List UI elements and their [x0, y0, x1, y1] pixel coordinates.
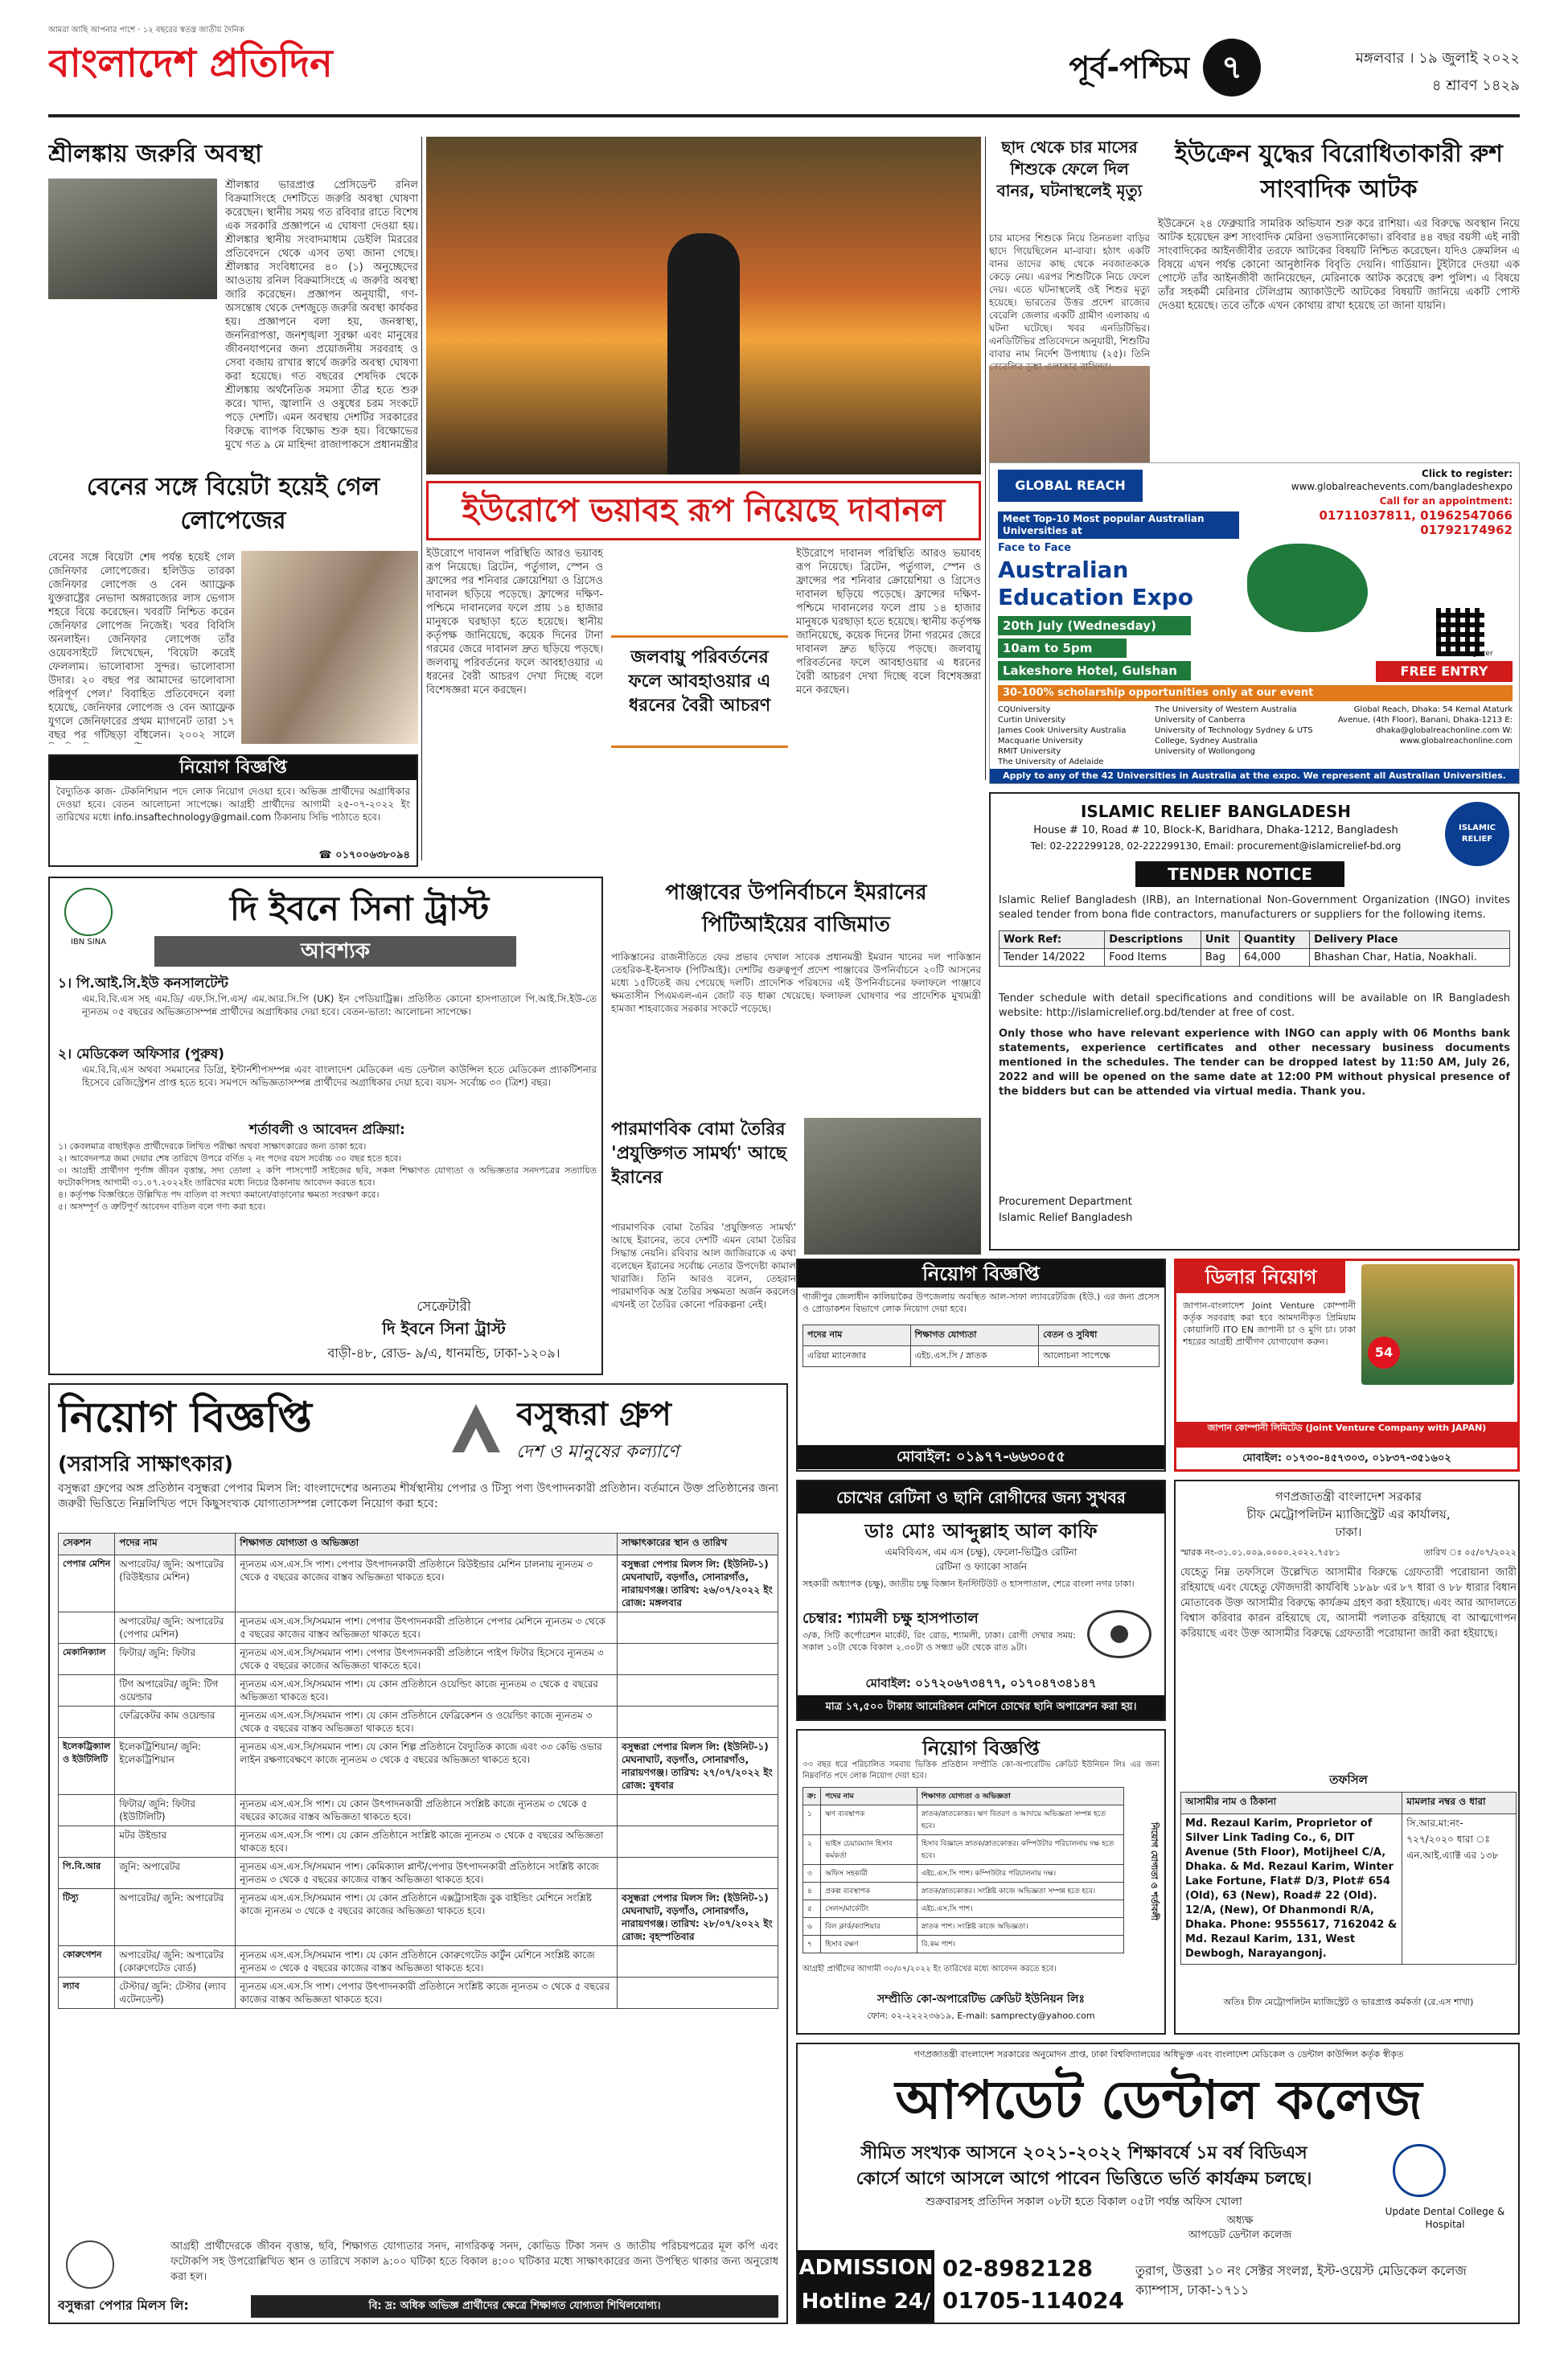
globalreach-url[interactable]: www.globalreachevents.com/bangladeshexpo: [1291, 481, 1513, 492]
dental-sign2: আপডেট ডেন্টাল কলেজ: [1188, 2229, 1292, 2241]
bashundhara-cell-venue: [618, 1707, 778, 1738]
coop-job-ad: [796, 1729, 1166, 2035]
bashundhara-col: শিক্ষাগত যোগ্যতা ও অভিজ্ঞতা: [236, 1534, 618, 1555]
dental-phone1: 02-8982128: [942, 2255, 1093, 2282]
ir-addr: House # 10, Road # 10, Block-K, Baridhara, Dhaka-1212, Bangladesh: [1033, 824, 1398, 836]
ir-sign1: Procurement Department: [999, 1196, 1132, 1208]
bashundhara-col: সেকশন: [59, 1534, 115, 1555]
monkey-photo: [989, 366, 1150, 462]
court-ref: স্মারক নং-৩১.০১.০০৯.০০০০.২০২২.৭৫৮১: [1180, 1547, 1340, 1558]
bashundhara-cell-section: ল্যাব: [59, 1978, 115, 2009]
court-col: মামলার নম্বর ও ধারা: [1402, 1793, 1517, 1814]
bashundhara-intro: বসুন্ধরা গ্রুপের অঙ্গ প্রতিষ্ঠান বসুন্ধরা পেপার মিলস লি: বাংলাদেশের অন্যতম শীর্ষস্থানীয় পেপার ও টিস্যু পণ্য উৎপাদনকারী প্রতিষ্ঠান। বর্তমানে উক্ত প্রতিষ্ঠানের জন্য জরুরী ভিত্তিতে নিম্নলিখিত পদে কিছুসংখ্যক যোগ্যতাসম্পন্ন লোকেল নিয়োগ করা হবে:: [58, 1482, 778, 1510]
dealer-company: জাপান কোম্পানী লিমিটেড (Joint Venture Company with JAPAN): [1176, 1422, 1517, 1448]
dealer-ad: [1174, 1259, 1520, 1472]
coop-cell: হিসাব বিজ্ঞানে স্নাতক/স্নাতকোত্তর। কম্পিউটার পরিচালনায় দক্ষ হতে হবে।: [917, 1835, 1123, 1865]
dental-logo-name: Update Dental College & Hospital: [1385, 2206, 1505, 2230]
coop-cell: স্নাতক/স্নাতকোত্তর। ঋণ বিতরণ ও আদায়ে অভিজ্ঞতা সম্পন্ন হতে হবে।: [917, 1805, 1123, 1835]
bashundhara-cell-venue: [618, 1858, 778, 1889]
pti-body: পাকিস্তানের রাজনীতিতে ফের প্রভাব দেখাল সাবেক প্রধানমন্ত্রী ইমরান খানের দল পাকিস্তান তেহরিক-ই-ইনসাফ (পিটিআই)। দেশটির গুরুত্বপূর্ণ প্রদেশ পাঞ্জাবের উপনির্বাচনে ২০টি আসনের মধ্যে ১৫টিতেই জয় পেয়েছে দলটি। প্রাদেশিক পরিষদের এই উপনির্বাচনের ফলাফলে পাঞ্জাবে ক্ষমতাসীন পিএমএল-এন জোট বড় ধাক্কা খেয়েছে। ফলাফল ঘোষণার পর প্রাদেশিক মুখ্যমন্ত্রী হামজা শাহবাজের সরকার সংকটে পড়েছে।: [611, 951, 981, 1014]
bashundhara-cell-venue: [618, 1946, 778, 1978]
ibnsina-term: ৩। আগ্রহী প্রার্থীগণ পূর্ণাঙ্গ জীবন বৃত্তান্ত, সদ্য তোলা ২ কপি পাসপোর্ট সাইজের ছবি, সকল শিক্ষাগত যোগ্যতা ও অভিজ্ঞতার সনদপত্রের সত্যায়িত ফটোকপিসহ আগামী ৩১.০৭.২০২২ইং তারিখের মধ্যে নিচের ঠিকানায় আবেদন করতে হবে।: [58, 1165, 597, 1188]
coop-cell: স্নাতক পাশ। সংশ্লিষ্ট কাজে অভিজ্ঞতা।: [917, 1918, 1123, 1936]
dental-line3: শুক্রবারসহ প্রতিদিন সকাল ০৮টা হতে বিকাল ০৫টা পর্যন্ত অফিস খোলা: [926, 2195, 1242, 2208]
doctor-phone: মোবাইল: ০১৭২০৬৭৩৪৭৭, ০১৭০৪৭৩৪১৪৭: [865, 1676, 1097, 1690]
bashundhara-cell-post: ফিটার/ জুনি: ফিটার (ইউটিলিটি): [115, 1795, 236, 1826]
dealer-title-box: [1176, 1261, 1345, 1293]
lab-cell: এইচ.এস.সি / স্নাতক: [910, 1346, 1039, 1367]
globalreach-expo: Australian Education Expo: [998, 557, 1193, 610]
page-number-text: ৭: [1221, 49, 1242, 86]
ibnsina-ad: [48, 877, 603, 1375]
court-date: তারিখ ঃ ০৫/০৭/২০২২: [1423, 1547, 1517, 1558]
coop-intro: ৩৩ বছর ধরে পরিচালিত সমবায় ভিত্তিক প্রতিষ্ঠান সম্প্রীতি কো-অপারেটিভ ক্রেডিট ইউনিয়ন লিঃ এর জন্য নিম্নবর্ণিত পদে লোক নিয়োগ দেয়া হবে।: [802, 1760, 1160, 1780]
bashundhara-cell-venue: [618, 1795, 778, 1826]
ir-intro: Islamic Relief Bangladesh (IRB), an International Non-Government Organization (INGO) invites sealed tender from bona fide contractors, manufacturers or suppliers for the following items.: [999, 894, 1510, 921]
lab-cell: এরিয়া ম্যানেজার: [803, 1346, 911, 1367]
lab-cell: আলোচনা সাপেক্ষে: [1039, 1346, 1160, 1367]
table-row: [803, 1805, 1124, 1835]
masthead: [48, 24, 1520, 113]
srilanka-article: [48, 137, 418, 458]
globalreach-time: 10am to 5pm: [998, 639, 1127, 658]
wildfire-pullquote: [611, 635, 788, 748]
ir-col: Work Ref:: [999, 931, 1105, 949]
coop-cell: ৬: [803, 1918, 821, 1936]
coop-cell: ঋণ ব্যবস্থাপক: [821, 1805, 917, 1835]
bashundhara-cell-req: ন্যূনতম এস.এস.সি/সমমান পাশ। কেমিক্যাল প্লান্ট/পেপার উৎপাদনকারী প্রতিষ্ঠানে সংশ্লিষ্ট কাজে ন্যূনতম ৩ থেকে ৫ বছরের কাজের বাস্তব অভিজ্ঞতা থাকতে হবে।: [236, 1858, 618, 1889]
wildfire-body-col1: ইউরোপে দাবানল পরিস্থিতি আরও ভয়াবহ রূপ নিয়েছে। ব্রিটেন, পর্তুগাল, স্পেন ও ফ্রান্সের পর শনিবার ক্রোয়েশিয়া ও গ্রিসেও দাবানল ছড়িয়ে পড়েছে। ফ্রান্সের দক্ষিণ-পশ্চিমে দাবানলের ফলে প্রায় ১৪ হাজার মানুষকে ঘরছাড়া হতে হয়েছে। স্থানীয় কর্তৃপক্ষ জানিয়েছে, কয়েক দিনের টানা গরমের জেরে দাবানল দ্রুত ছড়িয়ে পড়ছে। জলবায়ু পরিবর্তনের ফলে আবহাওয়ার এ ধরনের বৈরী আচরণ দেখা দিচ্ছে বলে বিশেষজ্ঞরা মনে করছেন।: [426, 548, 603, 696]
bashundhara-title: নিয়োগ বিজ্ঞপ্তি: [58, 1394, 312, 1442]
uni-item: RMIT University: [998, 747, 1061, 756]
uni-item: The University of Adelaide: [998, 758, 1104, 766]
dental-line2: কোর্সে আগে আসলে আগে পাবেন ভিত্তিতে ভর্তি কার্যক্রম চলছে।: [856, 2169, 1312, 2189]
section-title: পূর্ব-পশ্চিম: [1069, 50, 1190, 85]
globalreach-date: 20th July (Wednesday): [998, 616, 1191, 635]
globalreach-phones: 01711037811, 01962547066: [1319, 508, 1513, 523]
coop-cell: ৩: [803, 1865, 821, 1883]
masthead-tagline: আমরা আছি আপনার পাশে · ১২ বছরের স্বতন্ত্র জাতীয় দৈনিক: [48, 26, 244, 35]
bashundhara-cell-venue: [618, 1612, 778, 1644]
ir-col: Delivery Place: [1310, 931, 1510, 949]
uni-item: The University of Western Australia: [1155, 705, 1297, 714]
dealer-phone: মোবাইল: ০১৭৩০-৪৫৭৩০৩, ০১৮৩৭-৩৫১৬০২: [1242, 1452, 1451, 1464]
jlo-headline: বেনের সঙ্গে বিয়েটা হয়েই গেল লোপেজের: [86, 473, 380, 535]
bashundhara-cell-post: অপারেটর/ জুনি: অপারেটর (কোরুগেটেড বোর্ড): [115, 1946, 236, 1978]
wildfire-pullquote-text: জলবায়ু পরিবর্তনের ফলে আবহাওয়ার এ ধরনের বৈরী আচরণ: [628, 647, 771, 716]
bashundhara-cell-section: কোরুগেশন: [59, 1946, 115, 1978]
column-rule: [985, 137, 986, 780]
uni-item: Macquarie University: [998, 737, 1083, 745]
qr-code[interactable]: [1436, 608, 1484, 656]
bashundhara-cell-req: ন্যূনতম এস.এস.সি পাশ। যে কোন উৎপাদনকারী প্রতিষ্ঠানে সংশ্লিষ্ট কাজে ন্যূনতম ৩ থেকে ৫ বছরের কাজের বাস্তব অভিজ্ঞতা থাকতে হবে।: [236, 1795, 618, 1826]
table-row: [59, 1612, 778, 1644]
bashundhara-cell-req: ন্যূনতম এস.এস.সি পাশ। পেপার উৎপাদনকারী প্রতিষ্ঠানে রিউইন্ডার মেশিন চালনায় ন্যূনতম ৩ থেকে ৫ বছরের কাজের বাস্তব অভিজ্ঞতা থাকতে হবে।: [236, 1555, 618, 1612]
uni-item: CQUniversity: [998, 705, 1051, 714]
globalreach-venue: Lakeshore Hotel, Gulshan: [998, 661, 1191, 680]
ukraine-article: [1158, 137, 1520, 458]
wildfire-body-col2: ইউরোপে দাবানল পরিস্থিতি আরও ভয়াবহ রূপ নিয়েছে। ব্রিটেন, পর্তুগাল, স্পেন ও ফ্রান্সের পর শনিবার ক্রোয়েশিয়া ও গ্রিসেও দাবানল ছড়িয়ে পড়েছে। ফ্রান্সের দক্ষিণ-পশ্চিমে দাবানলের ফলে প্রায় ১৪ হাজার মানুষকে ঘরছাড়া হতে হয়েছে। স্থানীয় কর্তৃপক্ষ জানিয়েছে, কয়েক দিনের টানা গরমের জেরে দাবানল দ্রুত ছড়িয়ে পড়ছে। জলবায়ু পরিবর্তনের ফলে আবহাওয়ার এ ধরনের বৈরী আচরণ দেখা দিচ্ছে বলে বিশেষজ্ঞরা মনে করছেন।: [796, 548, 981, 696]
bashundhara-cell-post: মটর উইন্ডার: [115, 1826, 236, 1858]
ibnsina-terms-title: শর্তাবলী ও আবেদন প্রক্রিয়া:: [249, 1122, 405, 1138]
ibnsina-term: ৪। কর্তৃপক্ষ বিজ্ঞপ্তিতে উল্লিখিত পদ বাতিল বা সংখ্যা কমানো/বাড়ানোর ক্ষমতা সংরক্ষণ করে।: [58, 1189, 380, 1200]
bashundhara-rows: [59, 1555, 778, 2009]
globalreach-logo: [998, 470, 1143, 502]
srilanka-headline: শ্রীলঙ্কায় জরুরি অবস্থা: [48, 140, 262, 168]
monkey-headline: ছাদ থেকে চার মাসের শিশুকে ফেলে দিল বানর, ঘটনাস্থলেই মৃত্যু: [996, 138, 1143, 200]
coop-col: ক্র:: [803, 1788, 821, 1805]
table-row: [1181, 1814, 1517, 1965]
globalreach-click: Click to register:: [1422, 468, 1513, 479]
ir-tel: Tel: 02-222299128, 02-222299130, Email: procurement@islamicrelief-bd.org: [1030, 840, 1402, 852]
ir-p1: Tender schedule with detail specifications and conditions will be available on IR Bangladesh website: http://islamicrelief.org.bd/tender at free of cost.: [999, 992, 1510, 1019]
pti-headline: পাঞ্জাবের উপনির্বাচনে ইমরানের পিটিআইয়ের বাজিমাত: [665, 881, 927, 937]
doctor-banner: চোখের রেটিনা ও ছানি রোগীদের জন্য সুখবর: [798, 1481, 1164, 1514]
ir-cell: Bag: [1201, 949, 1239, 967]
bashundhara-cell-post: টেস্টার/ জুনি: টেস্টার (ল্যাব এটেনডেন্ট): [115, 1978, 236, 2009]
table-row: [59, 1978, 778, 2009]
bashundhara-cell-section: [59, 1612, 115, 1644]
bashundhara-logo-svg: [444, 1396, 508, 1460]
lab-job-ad: [796, 1259, 1166, 1472]
ir-p2: Only those who have relevant experience with INGO can apply with 06 Months bank statements, experience certificates and other necessary business documents mentioned in the schedules. The tender can be dropped latest by 11:50 AM, July 26, 2022 and will be opened on the same date at 12:00 PM without physical presence of the bidders but can be attended via virtual media. Thank you.: [999, 1028, 1510, 1098]
jlo-photo: [241, 551, 418, 744]
lab-col: বেতন ও সুবিধা: [1039, 1325, 1160, 1346]
pti-article: [611, 877, 981, 1110]
table-row: [59, 1889, 778, 1946]
ir-col: Descriptions: [1105, 931, 1201, 949]
bashundhara-cell-post: ইলেকট্রিশিয়ান/ জুনি: ইলেকট্রিশিয়ান: [115, 1738, 236, 1795]
coop-cell: ৫: [803, 1900, 821, 1918]
bashundhara-cell-req: ন্যূনতম এস.এস.সি/সমমান পাশ। যে কোন প্রতিষ্ঠানে ওয়েল্ডিং কাজে ন্যূনতম ৩ থেকে ৫ বছরের অভিজ্ঞতা থাকতে হবে।: [236, 1675, 618, 1707]
bashundhara-note: বি: দ্র: অধিক অভিজ্ঞ প্রার্থীদের ক্ষেত্রে শিক্ষাগত যোগ্যতা শিথিলযোগ্য।: [251, 2295, 778, 2318]
table-row: [59, 1858, 778, 1889]
court-head2: চীফ মেট্রোপলিটন ম্যাজিস্ট্রেট এর কার্যালয়,: [1246, 1507, 1451, 1522]
uni-item: University of Canberra: [1155, 716, 1246, 725]
globalreach-logo-text: GLOBAL REACH: [1015, 478, 1126, 493]
bashundhara-col: সাক্ষাৎকারের স্থান ও তারিখ: [618, 1534, 778, 1555]
bashundhara-cell-venue: বসুন্ধরা পেপার মিলস লি: (ইউনিট-১) মেঘনাঘাট, বড়গাঁও, সোনারগাঁও, নারায়ণগঞ্জ। তারিখ: ২৬/০৭/২০২২ ইং রোজ: মঙ্গলবার: [618, 1555, 778, 1612]
court-table-head: তফসিল: [1329, 1772, 1368, 1787]
ibnsina-terms: [58, 1140, 597, 1290]
bashundhara-cell-section: ইলেকট্রিক্যাল ও ইউটিলিটি: [59, 1738, 115, 1795]
dental-address: তুরাগ, উত্তরা ১০ নং সেক্টর সংলগ্ন, ইস্ট-ওয়েস্ট মেডিকেল কলেজ ক্যাম্পাস, ঢাকা-১৭১১: [1135, 2263, 1467, 2298]
globalreach-call: Call for an appointment:: [1379, 495, 1513, 507]
table-row: [59, 1644, 778, 1675]
bashundhara-logo-icon: [444, 1396, 508, 1460]
doctor-name: ডাঃ মোঃ আব্দুল্লাহ আল কাফি: [864, 1520, 1098, 1542]
australia-map: [1247, 544, 1368, 632]
bashundhara-cell-section: [59, 1826, 115, 1858]
bashundhara-subtitle: (সরাসরি সাক্ষাৎকার): [58, 1452, 233, 1477]
dental-admission-box: [798, 2250, 934, 2323]
bashundhara-cell-req: ন্যূনতম এস.এস.সি/সমমান পাশ। যে কোন প্রতিষ্ঠানে কোরুগেটেড কার্টুন মেশিনে সংশ্লিষ্ট কাজে ন্যূনতম ৩ থেকে ৫ বছরের কাজের বাস্তব অভিজ্ঞতা থাকতে হবে।: [236, 1946, 618, 1978]
page-number: [1203, 39, 1261, 97]
bashundhara-cell-section: [59, 1795, 115, 1826]
bashundhara-ad: [48, 1383, 788, 2324]
monkey-body: চার মাসের শিশুকে নিয়ে তিনতলা বাড়ির ছাদে গিয়েছিলেন মা-বাবা। হঠাৎ একটি বানর তাদের কাছ থেকে নবজাতককে কেড়ে নেয়। এরপর শিশুটিকে নিচে ফেলে দেয়। এতে ঘটনাস্থলেই ওই শিশুর মৃত্যু হয়েছে। ভারতের উত্তর প্রদেশ রাজ্যের বেরেলি জেলার একটি গ্রামীণ এলাকায় এ ঘটনা ঘটেছে। খবর এনডিটিভির। এনডিটিভির প্রতিবেদনে অনুযায়ী, শিশুটির বাবার নাম নির্দেশ উপাধ্যায় (২৫)। তিনি: [989, 232, 1150, 359]
bashundhara-cell-req: ন্যূনতম এস.এস.সি পাশ। পেপার উৎপাদনকারী প্রতিষ্ঠানে সংশ্লিষ্ট কাজে ন্যূনতম ৩ থেকে ৫ বছরের কাজের বাস্তব অভিজ্ঞতা থাকতে হবে।: [236, 1978, 618, 2009]
newspaper-logo: বাংলাদেশ প্রতিদিন: [48, 41, 333, 86]
ir-org: ISLAMIC RELIEF BANGLADESH: [1080, 802, 1352, 821]
table-row: [59, 1707, 778, 1738]
bashundhara-cell-post: ফেব্রিকেটর কাম ওয়েল্ডার: [115, 1707, 236, 1738]
dental-college-ad: [796, 2043, 1520, 2324]
coop-title: নিয়োগ বিজ্ঞপ্তি: [922, 1737, 1040, 1758]
dental-line1: সীমিত সংখ্যক আসনে ২০২১-২০২২ শিক্ষাবর্ষে ১ম বর্ষ বিডিএস: [860, 2143, 1307, 2163]
lab-ad-title: নিয়োগ বিজ্ঞপ্তি: [798, 1260, 1164, 1288]
ir-table: [999, 930, 1510, 967]
bashundhara-cell-req: ন্যূনতম এস.এস.সি/সমমান পাশ। যে কোন প্রতিষ্ঠানে এক্সট্রাসাইজ বুক বাইন্ডিং মেশিনে সংশ্লিষ্ট কাজে ন্যূনতম ৩ থেকে ৫ বছরের কাজের অভিজ্ঞতা থাকতে হবে।: [236, 1889, 618, 1946]
coop-cell: বিল ক্লার্ক/ক্যাশিয়ার: [821, 1918, 917, 1936]
uni-item: University of Technology Sydney & UTS College, Sydney Australia: [1155, 726, 1313, 745]
date-line-2: ৪ শ্রাবণ ১৪২৯: [1431, 77, 1520, 94]
table-row: [803, 1346, 1160, 1367]
jlo-body: বেনের সঙ্গে বিয়েটা শেষ পর্যন্ত হয়েই গেল জেনিফার লোপেজের। হলিউড তারকা জেনিফার লোপেজ ও বেন অ্যাফ্লেক যুক্তরাষ্ট্রের নেভাদা অঙ্গরাজ্যের লাস ভেগাস শহরে বিয়ে করেছেন। খবরটি নিশ্চিত করেন জেনিফার লোপেজ নিজেই। খবর বিবিসি অনলাইন। জেনিফার লোপেজ তাঁর ওয়েবসাইটে লিখেছেন, 'বিয়েটা করেই ফেললাম। ভালোবাসা সুন্দর। ভালোবাসা উদার। ২০ বছর পর আমাদের ভালোবাসা পরিপূর্ণ পেল।' বিবাহিত প্রতিবেদনে বলা হয়েছে, জেনিফার লোপেজ ও বেন অ্যাফ্লেক যুগলে জেনিফারের প্রথম ম্যাগনেট তারা ১৭ বছর পর গাঁটছড়া বাঁধলেন। ২০০২ সালে: [48, 552, 235, 741]
coop-cell: বি.কম পাশ।: [917, 1936, 1123, 1953]
iran-photo: [804, 1118, 981, 1255]
lab-ad-intro: গাজীপুর জেলাধীন কালিয়াকৈর উপজেলায় অবস্থিত আল-সাফা ল্যাবরেটরিজ (ইউ.) এর জন্য প্রসেস ও প্রোডাকশন বিভাগে লোক নিয়োগ দেয়া হবে।: [802, 1292, 1160, 1314]
court-head3: ঢাকা।: [1335, 1525, 1362, 1539]
bashundhara-brand: বসুন্ধরা গ্রুপ: [516, 1396, 671, 1433]
dental-phone2: 01705-114024: [942, 2287, 1124, 2314]
insaf-ad-body: বৈদ্যুতিক কাজ- টেকনিশিয়ান পদে লোক নিয়োগ দেওয়া হবে। অভিজ্ঞ প্রার্থীদের অগ্রাধিকার দেওয়া হবে। বেতন আলোচনা সাপেক্ষে। আগ্রহী প্রার্থীদের আগামী ২৫-০৭-২০২২ ইং তারিখের মধ্যে info.insaftechnology@gmail.com ঠিকানায় সিভি পাঠাতে হবে।: [56, 786, 410, 823]
table-row: [59, 1675, 778, 1707]
court-body: যেহেতু নিম্ন তফসিলে উল্লেখিত আসামীর বিরুদ্ধে গ্রেফতারী পরোয়ানা জারী রহিয়াছে এবং যেহেতু ফৌজদারী কার্যবিধি ১৮৯৮ এর ৮৭ ধারা ও ৮৮ ধারার বিধান মোতাবেক উক্ত আসামীর বিরুদ্ধে কার্যক্রম গ্রহণ করা হইয়াছে। এবং আর আদালতে বিশ্বাস করিবার কারন রহিয়াছে যে, আসামী পলাতক রহিয়াছে বা আত্মগোপন করিয়াছে এবং উক্ত আসামীর বিরুদ্ধে গ্রেফতারী পরোয়ানা জারী করা হইয়াছে।: [1180, 1567, 1517, 1640]
table-row: [803, 1918, 1124, 1936]
coop-cell: স্নাতক/স্নাতকোত্তর। সংশ্লিষ্ট কাজে অভিজ্ঞতা সম্পন্ন হতে হবে।: [917, 1883, 1123, 1900]
ibnsina-term: ২। আবেদনপত্র জমা দেয়ার শেষ তারিখে উপরে বর্ণিত ২ নং পদের বয়স সর্বোচ্চ ৩০ বছর হতে হবে।: [58, 1153, 402, 1164]
ukraine-body: ইউক্রেনে ২৪ ফেব্রুয়ারি সামরিক অভিযান শুরু করে রাশিয়া। এর বিরুদ্ধে অবস্থান নিয়ে আটক হয়েছেন রুশ সাংবাদিক মেরিনা ওভস্যানিকোভা। রবিবার ৪৪ বছর বয়সী এই নারী সাংবাদিকের আইনজীবীর তরফে আটকের বিষয়টি নিশ্চিত করেছেন। যদিও ক্রেমলিন এ বিষয়ে এখন পর্যন্ত কোনো আনুষ্ঠানিক বিবৃতি দেয়নি। গার্ডিয়ান। টুইটারে দেওয়া এক পোস্টে তাঁর আইনজীবী জানিয়েছেন, মেরিনাকে আটক করেছে রুশ পুলিশ। এ বিষয়ে তাঁর সহকর্মী মেরিনার টেলিগ্রাম অ্যাকাউন্টে আটকের বিষয়টি জানিয়ে একটি পোস্ট দেওয়া হয়েছে। তবে তাঁকে এখন কোথায় রাখা হয়েছে তা জানা যায়নি।: [1158, 218, 1520, 312]
table-row: [59, 1795, 778, 1826]
ir-cell: Tender 14/2022: [999, 949, 1105, 967]
wildfire-headline-box: [426, 481, 981, 540]
ir-cell: 64,000: [1240, 949, 1310, 967]
coop-cell: ৭: [803, 1936, 821, 1953]
bashundhara-cell-post: টিগ অপারেটর/ জুনি: টিগ ওয়েল্ডার: [115, 1675, 236, 1707]
coop-footer: আগ্রহী প্রার্থীদের আগামী ৩০/০৭/২০২২ ইং তারিখের মধ্যে আবেদন করতে হবে।: [802, 1965, 1057, 1974]
doctor-ad: [796, 1480, 1166, 1721]
coop-cell: ১: [803, 1805, 821, 1835]
bashundhara-cell-venue: [618, 1644, 778, 1675]
doctor-address: ৩/ক, সিটি কর্পোরেশন মার্কেট, রিং রোড, শ্যামলী, ঢাকা। রোগী দেখার সময়: সকাল ১০টা থেকে বিকাল ২.৩০টা ও সন্ধ্যা ৬টা থেকে রাত ৯টা।: [802, 1630, 1076, 1653]
ibnsina-banner: [154, 936, 516, 967]
srilanka-body: শ্রীলঙ্কার ভারপ্রাপ্ত প্রেসিডেন্ট রনিল বিক্রমাসিংহে দেশটিতে জরুরি অবস্থা ঘোষণা করেছেন। স্থানীয় সময় গত রবিবার রাতে বিশেষ এক সরকারি প্রজ্ঞাপনে এ ঘোষণা দেওয়া হয়। শ্রীলঙ্কার স্থানীয় সংবাদমাধ্যম ডেইলি মিররের প্রতিবেদনে থেকে এসব তথ্য জানা গেছে। শ্রীলঙ্কার সংবিধানের ৪০ (১) অনুচ্ছেদের আওতায় রনিল বিক্রমাসিংহে এ জরুরি অবস্থা জারি করেছেন। প্রজ্ঞাপন অনুযায়ী, গণ-অসন্তোষ থেকে দেশজুড়ে জরুরি অবস্থা কার্যকর হয়। প্রজ্ঞাপনে বলা হয়, জনস্বাস্থ্য, জননিরাপত্তা, জনশৃঙ্খলা সুরক্ষা এবং মানুষের জীবনযাপনের জন্য প্রয়োজনীয় সরবরাহ ও সেবা বজায় রাখার স্বার্থে জরুরি অবস্থা ঘোষণা করা হয়েছে। গত বছরের শেষদিক থেকে শ্রীলঙ্কায় অর্থনৈতিক সমস্যা তীব্র হতে শুরু করে। খাদ্য, জ্বালানি ও ওষুধের চরম সংকটে পড়ে দেশটি। এমন অবস্থায় দেশটির সরকারের বিরুদ্ধে ব্যাপক বিক্ষোভ শুরু হয়। বিক্ষোভের মুখে গত ৯ মে মাহিন্দা রাজাপাকসে প্রধানমন্ত্রীর: [225, 179, 418, 451]
bashundhara-seal: [66, 2241, 114, 2289]
insaf-job-ad: [48, 754, 418, 867]
table-row: [803, 1883, 1124, 1900]
table-row: [803, 1835, 1124, 1865]
coop-cell: ৪: [803, 1883, 821, 1900]
ibnsina-logo: [64, 888, 113, 936]
bashundhara-table: [58, 1533, 778, 2009]
bashundhara-cell-section: পি.বি.আর: [59, 1858, 115, 1889]
ukraine-headline: ইউক্রেন যুদ্ধের বিরোধিতাকারী রুশ সাংবাদিক আটক: [1175, 140, 1503, 203]
bashundhara-cell-req: ন্যূনতম এস.এস.সি/সমমান পাশ। যে কোন প্রতিষ্ঠানে ফেব্রিকেশন ও ওয়েল্ডিং কাজে ন্যূনতম ৩ থেকে ৫ বছরের বাস্তব অভিজ্ঞতা থাকতে হবে।: [236, 1707, 618, 1738]
ibnsina-address: বাড়ী-৪৮, রোড- ৯/এ, ধানমন্ডি, ঢাকা-১২০৯।: [327, 1345, 560, 1361]
dealer-title: ডিলার নিয়োগ: [1205, 1266, 1317, 1288]
court-head1: গণপ্রজাতন্ত্রী বাংলাদেশ সরকার: [1275, 1489, 1422, 1504]
coop-cell: ২: [803, 1835, 821, 1865]
coop-cell: এইচ.এস.সি পাশ। কম্পিউটার পরিচালনায় দক্ষ।: [917, 1865, 1123, 1883]
globalreach-unis-b: [1155, 704, 1324, 769]
bashundhara-cell-req: ন্যূনতম এস.এস.সি/সমমান পাশ। যে কোন শিল্প প্রতিষ্ঠানে বৈদ্যুতিক কাজে এবং ৩৩ কেভি ওভার লাইন রক্ষণাবেক্ষণে কাজে ন্যূনতম ৩ থেকে ৫ বছরের অভিজ্ঞতা থাকতে হবে।: [236, 1738, 618, 1795]
coop-col: শিক্ষাগত যোগ্যতা ও অভিজ্ঞতা: [917, 1788, 1123, 1805]
lab-col: পদের নাম: [803, 1325, 911, 1346]
dealer-body: জাপান-বাংলাদেশ Joint Venture কোম্পানী কর্তৃক সরবরাহ করা হবে আমদানীকৃত প্রিমিয়াম কোয়ালিটি ITO EN জাপানী চা ও মুগি চা। ঢাকা শহরের আগ্রহী প্রার্থীগণ যোগাযোগ করুন।: [1183, 1300, 1356, 1347]
dental-admission: ADMISSION: [798, 2256, 934, 2280]
coop-cell: হিসাব রক্ষণ: [821, 1936, 917, 1953]
ibnsina-pos1-title: ১। পি.আই.সি.ইউ কনসালটেন্ট: [58, 975, 228, 991]
bashundhara-tag: দেশ ও মানুষের কল্যাণে: [516, 1442, 679, 1462]
coop-cell: এইচ.এস.সি পাশ।: [917, 1900, 1123, 1918]
bashundhara-cell-section: টিস্যু: [59, 1889, 115, 1946]
globalreach-scan: Scan to register: [1435, 650, 1493, 658]
table-row: [999, 949, 1510, 967]
bashundhara-cell-req: ন্যূনতম এস.এস.সি/সমমান পাশ। পেপার উৎপাদনকারী প্রতিষ্ঠানে পেপার মেশিনে ন্যূনতম ৩ থেকে ৫ বছরের কাজের বাস্তব অভিজ্ঞতা থাকতে হবে।: [236, 1612, 618, 1644]
lab-ad-table: [802, 1325, 1160, 1367]
srilanka-photo: [48, 179, 217, 299]
ibnsina-sign1: সেক্রেটারী: [417, 1299, 471, 1315]
ir-col: Quantity: [1240, 931, 1310, 949]
bashundhara-cell-post: অপারেটর/ জুনি: অপারেটর (রিউইন্ডার মেশিন): [115, 1555, 236, 1612]
coop-contact: ফোন: ০২-২২২২৩৬১৯, E-mail: samprecty@yahoo.com: [867, 2011, 1095, 2021]
globalreach-office: Global Reach, Dhaka: 54 Kemal Ataturk Avenue, (4th Floor), Banani, Dhaka-1213 E: dhaka@globalreachonline.com W: www.globalreachonline.com: [1337, 705, 1513, 745]
court-col: আসামীর নাম ও ঠিকানা: [1181, 1793, 1402, 1814]
lab-col: শিক্ষাগত যোগ্যতা: [910, 1325, 1039, 1346]
bashundhara-cell-post: ফিটার/ জুনি: ফিটার: [115, 1644, 236, 1675]
insaf-ad-title: নিয়োগ বিজ্ঞপ্তি: [50, 756, 417, 780]
bashundhara-cell-section: [59, 1707, 115, 1738]
coop-col: পদের নাম: [821, 1788, 917, 1805]
nuclear-headline: পারমাণবিক বোমা তৈরির 'প্রযুক্তিগত সামর্থ্য' আছে ইরানের: [611, 1119, 787, 1188]
coop-side: নিয়োগ যোগ্যতা ও শর্তাবলী: [1149, 1822, 1160, 1920]
court-table: [1180, 1792, 1517, 1965]
bashundhara-cell-venue: [618, 1978, 778, 2009]
lab-ad-phone: মোবাইল: ০১৯৭৭-৬৬৩০৫৫: [798, 1445, 1164, 1469]
nuclear-body: পারমাণবিক বোমা তৈরির 'প্রযুক্তিগত সামর্থ্য' আছে ইরানের, তবে দেশটি এমন বোমা তৈরির সিদ্ধান্ত নেয়নি। রবিবার আল জাজিরাকে এ কথা বলেছেন ইরানের সর্বোচ্চ নেতার উপদেষ্টা কামাল খারাজি। তিনি আরও বলেন, তেহরান পারমাণবিক অস্ত্র তৈরির সক্ষমতা অর্জন করলেও এখনই তা তৈরির কোনো পরিকল্পনা নেই।: [611, 1222, 796, 1310]
dental-hotline: Hotline 24/: [801, 2290, 931, 2314]
doctor-chamber: চেম্বার: শ্যামলী চক্ষু হাসপাতাল: [802, 1610, 979, 1627]
dental-logo: [1393, 2144, 1446, 2197]
doctor-body: সহকারী অধ্যাপক (চক্ষু), জাতীয় চক্ষু বিজ্ঞান ইনস্টিটিউট ও হাসপাতাল, শেরে বাংলা নগর ঢাকা।: [802, 1579, 1135, 1589]
ibnsina-term: ১। কেবলমাত্র বাছাইকৃত প্রার্থীদেরকে লিখিত পরীক্ষা অথবা সাক্ষাৎকারের জন্য ডাকা হবে।: [58, 1141, 367, 1152]
globalreach-meet: Meet Top-10 Most popular Australian Universities at: [998, 511, 1239, 539]
court-notice: [1174, 1480, 1520, 2035]
bashundhara-cell-post: অপারেটর/ জুনি: অপারেটর (পেপার মেশিন): [115, 1612, 236, 1644]
tea-pack: [1361, 1264, 1514, 1385]
table-row: [803, 1865, 1124, 1883]
uni-item: Curtin University: [998, 716, 1066, 725]
bashundhara-cell-post: অপারেটর/ জুনি: অপারেটর: [115, 1889, 236, 1946]
ir-col: Unit: [1201, 931, 1239, 949]
court-accused: Md. Rezaul Karim, Proprietor of Silver Link Tading Co., 6, DIT Avenue (5th Floor), Motijheel C/A, Dhaka. & Md. Rezaul Karim, Winter Lake Fortune, Flat# D/3, Plot# 654 (Old), 63 (New), Road# 22 (Old). 12/A, (New), Of Dhanmondi R/A, Dhaka. Phone: 9555617, 7162042 & Md. Rezaul Karim, 131, West Dewbogh, Narayangonj.: [1181, 1814, 1402, 1965]
court-case: সি.আর.মা:নং- ৭২৭/২০২০ ধারা ঃ এন.আই.এ্যাক্ট এর ১৩৮: [1402, 1814, 1517, 1965]
coop-cell: প্রকল্প ব্যবস্থাপক: [821, 1883, 917, 1900]
column-rule: [421, 137, 422, 860]
bashundhara-cell-venue: বসুন্ধরা পেপার মিলস লি: (ইউনিট-১) মেঘনাঘাট, বড়গাঁও, সোনারগাঁও, নারায়ণগঞ্জ। তারিখ: ২৭/০৭/২০২২ ইং রোজ: বুধবার: [618, 1738, 778, 1795]
ir-cell: Food Items: [1105, 949, 1201, 967]
ibnsina-sign2: দি ইবনে সিনা ট্রাস্ট: [382, 1319, 506, 1338]
coop-cell: ভাইস চেয়ারম্যান হিসাব কর্মকর্তা: [821, 1835, 917, 1865]
globalreach-phone2: 01792174962: [1420, 523, 1513, 537]
bashundhara-cell-section: পেপার মেশিন: [59, 1555, 115, 1612]
doctor-footer: মাত্র ১৭,৫০০ টাকায় আমেরিকান মেশিনে চোখের ছানি অপারেশন করা হয়।: [798, 1695, 1164, 1719]
ibnsina-logo-text: IBN SINA: [70, 938, 107, 947]
ir-tender-title: TENDER NOTICE: [1135, 861, 1344, 887]
date-line-1: মঙ্গলবার । ১৯ জুলাই ২০২২: [1355, 50, 1520, 67]
globalreach-ad: [989, 462, 1520, 784]
islamic-relief-tender: [989, 792, 1520, 1251]
uni-item: James Cook University Australia: [998, 726, 1127, 735]
bashundhara-cell-section: [59, 1675, 115, 1707]
bashundhara-col: পদের নাম: [115, 1534, 236, 1555]
uni-item: University of Wollongong: [1155, 747, 1256, 756]
bashundhara-cell-req: ন্যূনতম এস.এস.সি পাশ। যে কোন প্রতিষ্ঠানে সংশ্লিষ্ট কাজে ন্যূনতম ৩ থেকে ৫ বছরের অভিজ্ঞতা থাকতে হবে।: [236, 1826, 618, 1858]
ibnsina-term: ৫। অসম্পূর্ণ ও ত্রুটিপূর্ণ আবেদন বাতিল বলে গণ্য করা হবে।: [58, 1201, 266, 1212]
ibnsina-pos2-body: এম.বি.বি.এস অথবা সমমানের ডিগ্রি, ইন্টার্নশীপসম্পন্ন এবং বাংলাদেশ মেডিকেল এন্ড ডেন্টাল কাউন্সিল হতে মেডিকেল প্র্যাকটিশনার হিসেবে রেজিস্ট্রেশন প্রাপ্ত হতে হবে। সমপদে অভিজ্ঞতাসম্পন্ন প্রার্থীদের অগ্রাধিকার দেয়া হবে। বয়স- সর্বোচ্চ ৩০ (ত্রিশ) বছর।: [82, 1064, 597, 1088]
coop-org: সম্প্রীতি কো-অপারেটিভ ক্রেডিট ইউনিয়ন লিঃ: [877, 1993, 1085, 2006]
table-row: [803, 1900, 1124, 1918]
table-row: [803, 1936, 1124, 1953]
bashundhara-footer: আগ্রহী প্রার্থীদেরকে জীবন বৃত্তান্ত, ছবি, শিক্ষাগত যোগ্যতার সনদ, নাগরিকত্ব সনদ, কোভিড টিকা সনদ ও জাতীয় পরিচয়পত্রের মূল কপি এবং ফটোকপি সহ উপরোল্লিখিত স্থান ও তারিখে সকাল ৯:০০ ঘটিকা হতে বিকাল ৪:০০ ঘটিকার মধ্যে সাক্ষাৎকারের জন্য উপস্থিত থাকার জন্য অনুরোধ করা হল।: [170, 2241, 778, 2283]
globalreach-free: FREE ENTRY: [1376, 661, 1513, 682]
table-row: [59, 1946, 778, 1978]
ir-sign2: Islamic Relief Bangladesh: [999, 1212, 1133, 1224]
dental-top: গণপ্রজাতন্ত্রী বাংলাদেশ সরকারের অনুমোদন প্রাপ্ত, ঢাকা বিশ্ববিদ্যালয়ের অধিভুক্ত এবং বাংলাদেশ মেডিকেল ও ডেন্টাল কাউন্সিল কর্তৃক স্বীকৃত: [913, 2049, 1404, 2060]
table-row: [59, 1826, 778, 1858]
globalreach-unis-a: [998, 704, 1151, 769]
wildfire-headline: ইউরোপে ভয়াবহ রূপ নিয়েছে দাবানল: [462, 492, 946, 529]
ir-logo: [1445, 802, 1509, 866]
bashundhara-cell-post: জুনি: অপারেটর: [115, 1858, 236, 1889]
ir-logo-text: ISLAMIC RELIEF: [1458, 824, 1496, 844]
eye-icon: [1087, 1610, 1151, 1658]
bashundhara-cell-venue: [618, 1675, 778, 1707]
bashundhara-cell-venue: বসুন্ধরা পেপার মিলস লি: (ইউনিট-১) মেঘনাঘাট, বড়গাঁও, সোনারগাঁও, নারায়ণগঞ্জ। তারিখ: ২৮/০৭/২০২২ ইং রোজ: বৃহস্পতিবার: [618, 1889, 778, 1946]
court-sign: অতিঃ চীফ মেট্রোপলিটন ম্যাজিস্ট্রেট ও ভারপ্রাপ্ত কর্মকর্তা (রে.এস শাখা): [1223, 1997, 1474, 2007]
bashundhara-cell-req: ন্যূনতম এস.এস.সি/সমমান পাশ। পেপার উৎপাদনকারী প্রতিষ্ঠানে পাইপ ফিটার হিসেবে ন্যূনতম ৩ থেকে ৫ বছরের কাজের অভিজ্ঞতা থাকতে হবে।: [236, 1644, 618, 1675]
globalreach-scholar: 30-100% scholarship opportunities only at our event: [998, 685, 1513, 701]
masthead-rule: [48, 114, 1520, 117]
doctor-title: রেটিনা ও ফ্যাকো সার্জন: [934, 1561, 1028, 1572]
firefighter-figure: [667, 233, 740, 474]
coop-cell: অফিস সহকারী: [821, 1865, 917, 1883]
coop-cell: সেলস/মার্কেটিং: [821, 1900, 917, 1918]
bashundhara-cell-section: মেকানিক্যাল: [59, 1644, 115, 1675]
table-row: [59, 1738, 778, 1795]
jlo-article: [48, 470, 418, 748]
dental-name: আপডেট ডেন্টাল কলেজ: [895, 2069, 1422, 2131]
globalreach-footer: Apply to any of the 42 Universities in Australia at the expo. We represent all Australian Universities.: [990, 769, 1519, 783]
bashundhara-company: বসুন্ধরা পেপার মিলস লি:: [58, 2298, 189, 2313]
ibnsina-org: দি ইবনে সিনা ট্রাস্ট: [229, 889, 490, 928]
table-row: [59, 1555, 778, 1612]
globalreach-face: Face to Face: [998, 542, 1072, 554]
ibnsina-pos2-title: ২। মেডিকেল অফিসার (পুরুষ): [58, 1046, 225, 1062]
doctor-degree: এমবিবিএস, এম এস (চক্ষু), ফেলো-ভিট্রিও রেটিনা: [885, 1546, 1077, 1558]
ibnsina-banner-text: আবশ্যক: [301, 939, 370, 963]
coop-table: [802, 1787, 1124, 1953]
ir-cell: Bhashan Char, Hatia, Noakhali.: [1310, 949, 1510, 967]
bashundhara-cell-venue: [618, 1826, 778, 1858]
dental-sign1: অধ্যক্ষ: [1226, 2215, 1254, 2227]
tea-pack-count: 54: [1368, 1337, 1400, 1369]
insaf-ad-phone: ☎ ০১৭০০৬৩৮০৯৪: [318, 849, 410, 861]
ibnsina-pos1-body: এম.বি.বি.এস সহ এম.ডি/ এফ.সি.পি.এস/ এম.আর.সি.পি (UK) ইন পেডিয়াট্রিক্স। প্রতিষ্ঠিত কোনো হাসপাতালে পি.আই.সি.ইউ-তে ন্যূনতম ০৫ বছরের অভিজ্ঞতাসম্পন্ন প্রার্থীদের অগ্রাধিকার দেয়া হবে। বেতন-ভাতা: আলোচনা সাপেক্ষে।: [82, 993, 597, 1017]
wildfire-photo: [426, 137, 981, 474]
